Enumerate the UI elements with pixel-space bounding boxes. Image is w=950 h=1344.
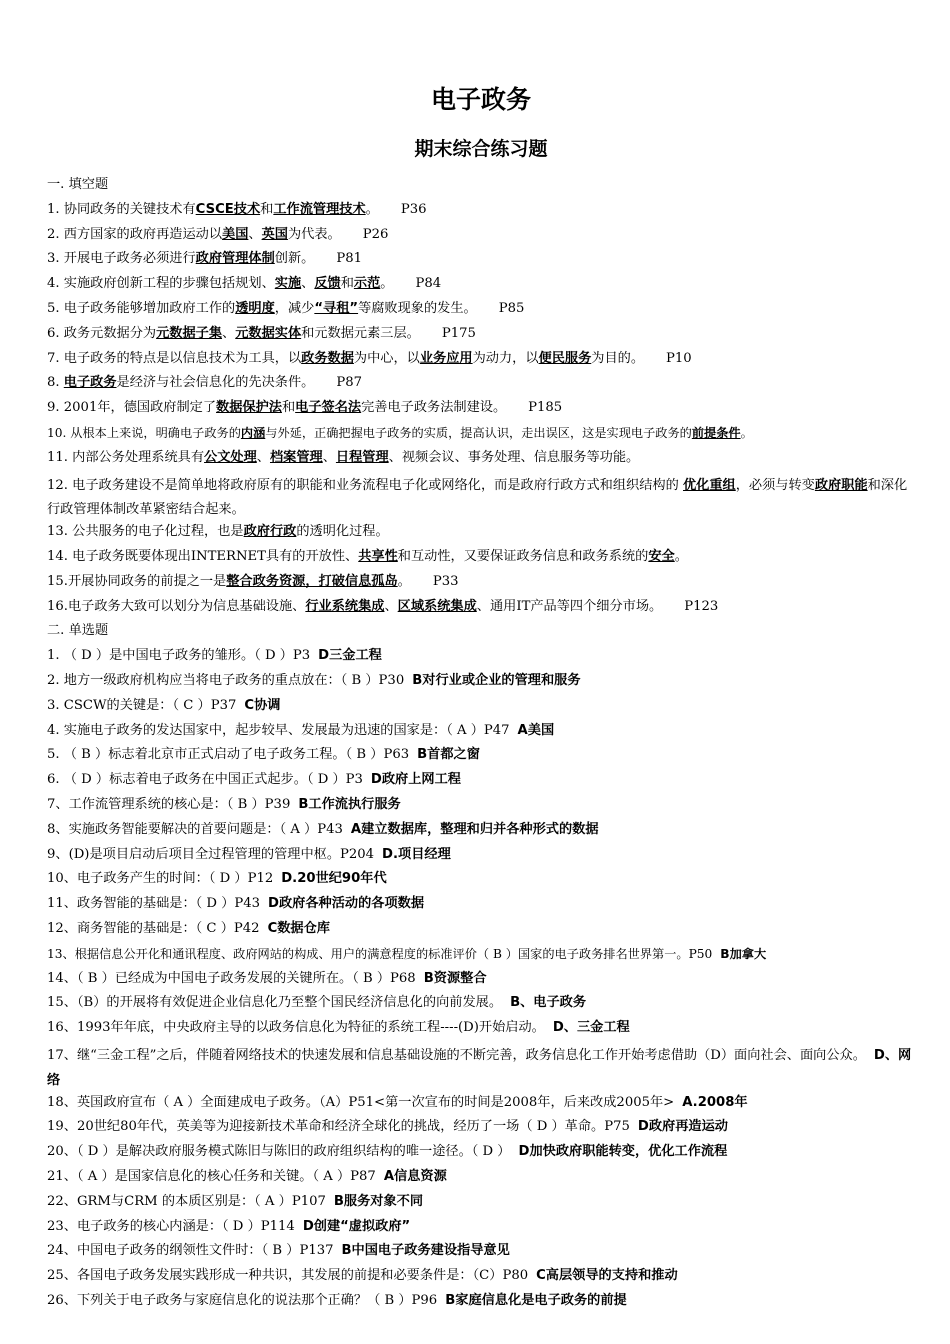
question-text: 和元数据元素三层。 bbox=[301, 325, 420, 341]
choice-question-13 bbox=[47, 945, 766, 963]
fill-answer: 业务应用 bbox=[419, 350, 473, 366]
question-text: 11. 内部公务处理系统具有 bbox=[47, 449, 205, 465]
choice-question-22 bbox=[47, 1193, 423, 1211]
choice-answer: A建立数据库，整理和归并各种形式的数据 bbox=[350, 821, 599, 837]
question-text: 12、商务智能的基础是：（ C ）P42 bbox=[47, 921, 260, 936]
question-text: 、 bbox=[301, 276, 315, 292]
fill-question-9 bbox=[47, 399, 562, 417]
fill-answer: 数据保护法 bbox=[216, 400, 282, 416]
choice-question-12 bbox=[47, 920, 330, 938]
fill-question-14 bbox=[47, 548, 688, 566]
fill-answer: 元数据实体 bbox=[235, 325, 302, 341]
question-text: 和互动性，又要保证政务信息和政务系统的 bbox=[397, 549, 649, 564]
choice-question-19 bbox=[47, 1118, 728, 1136]
fill-answer: 示范 bbox=[353, 276, 381, 292]
question-text: 8. bbox=[47, 375, 64, 391]
choice-question-9 bbox=[47, 846, 451, 864]
fill-question-1 bbox=[47, 201, 426, 219]
choice-answer: B首都之窗 bbox=[417, 747, 480, 763]
question-text: 和 bbox=[260, 201, 274, 217]
question-text: 23、电子政务的核心内涵是：（ D ）P114 bbox=[47, 1218, 295, 1234]
question-text: 、 bbox=[322, 449, 336, 465]
page-reference: P175 bbox=[441, 325, 476, 341]
question-text: 11、政务智能的基础是：（ D ）P43 bbox=[47, 896, 261, 912]
choice-question-14 bbox=[47, 970, 487, 988]
choice-question-24 bbox=[47, 1242, 510, 1260]
choice-question-3 bbox=[47, 697, 280, 715]
question-text: 、视频会议、事务处理、信息服务等功能。 bbox=[388, 449, 640, 465]
fill-question-10 bbox=[47, 424, 753, 442]
question-text: ，必须与转变 bbox=[735, 477, 815, 493]
question-text: 完善电子政务法制建设。 bbox=[361, 400, 507, 416]
page-reference: P185 bbox=[528, 400, 563, 416]
question-text: 和 bbox=[340, 276, 354, 292]
question-text: 20、（ D ）是解决政府服务模式陈旧与陈旧的政府组织结构的唯一途径。（ D ） bbox=[47, 1144, 511, 1160]
question-text: 12. 电子政务建设不是简单地将政府原有的职能和业务流程电子化或网络化，而是政府行政方式和组织结构的 bbox=[47, 477, 683, 493]
question-text: 为中心，以 bbox=[353, 350, 420, 366]
choice-answer: D加快政府职能转变，优化工作流程 bbox=[518, 1144, 728, 1160]
fill-question-13 bbox=[47, 523, 389, 541]
fill-question-3 bbox=[47, 250, 362, 268]
question-text: 21、（ A ）是国家信息化的核心任务和关键。（ A ）P87 bbox=[47, 1169, 376, 1184]
question-text: 22、GRM与CRM 的本质区别是：（ A ）P107 bbox=[47, 1193, 326, 1209]
fill-answer: 反馈 bbox=[314, 276, 341, 292]
choice-answer: D创建“虚拟政府” bbox=[302, 1218, 411, 1234]
question-text: 。 bbox=[397, 573, 411, 589]
choice-answer: D三金工程 bbox=[318, 648, 382, 664]
question-text: 。 bbox=[380, 276, 394, 292]
choice-question-5 bbox=[47, 746, 480, 764]
choice-answer: D、三金工程 bbox=[552, 1020, 630, 1036]
choice-answer: A信息资源 bbox=[383, 1169, 447, 1184]
fill-answer: 政务数据 bbox=[301, 350, 354, 366]
question-text: 3. CSCW的关键是：（ C ）P37 bbox=[47, 697, 237, 713]
choice-answer: D政府再造运动 bbox=[637, 1119, 728, 1135]
choice-question-25 bbox=[47, 1267, 678, 1285]
fill-question-4 bbox=[47, 275, 441, 293]
page-reference: P85 bbox=[498, 301, 525, 316]
fill-answer: 实施 bbox=[274, 276, 302, 292]
page-reference: P26 bbox=[362, 226, 389, 242]
choice-question-4 bbox=[47, 722, 554, 740]
question-text: 、通用IT产品等四个细分市场。 bbox=[476, 598, 663, 614]
question-text: 2. 地方一级政府机构应当将电子政务的重点放在：（ B ）P30 bbox=[47, 673, 405, 688]
question-text: 、 bbox=[248, 226, 262, 242]
question-text: 6. 政务元数据分为 bbox=[47, 325, 157, 341]
question-text: 。 bbox=[740, 426, 753, 440]
fill-question-12 bbox=[47, 474, 917, 524]
question-text: 和 bbox=[281, 400, 296, 416]
question-text: 10、电子政务产生的时间：（ D ）P12 bbox=[47, 871, 274, 887]
question-text: 16.电子政务大致可以划分为信息基础设施、 bbox=[47, 598, 306, 614]
fill-answer: 电子签名法 bbox=[295, 400, 362, 416]
choice-question-6 bbox=[47, 771, 461, 789]
choice-question-23 bbox=[47, 1218, 410, 1236]
question-text: 14、（ B ）已经成为中国电子政务发展的关键所在。（ B ）P68 bbox=[47, 970, 416, 986]
question-text: ，减少 bbox=[274, 301, 315, 316]
question-text: 7. 电子政务的特点是以信息技术为工具，以 bbox=[47, 350, 302, 366]
fill-answer: 区域系统集成 bbox=[397, 598, 477, 614]
fill-question-7 bbox=[47, 350, 692, 368]
question-text: 5. （ B ）标志着北京市正式启动了电子政务工程。（ B ）P63 bbox=[47, 747, 410, 763]
question-text: 与外延，正确把握电子政务的实质，提高认识，走出误区，这是实现电子政务的 bbox=[265, 426, 692, 440]
question-text: 17、继“三金工程”之后，伴随着网络技术的快速发展和信息基础设施的不断完善，政务信息化工作开始考虑借助（D）面向社会、面向公众。 bbox=[47, 1048, 866, 1063]
page-reference: P33 bbox=[432, 573, 459, 589]
choice-question-1 bbox=[47, 647, 382, 665]
fill-answer: 安全 bbox=[648, 549, 675, 564]
question-text: 15、（B）的开展将有效促进企业信息化乃至整个国民经济信息化的向前发展。 bbox=[47, 995, 503, 1011]
fill-answer: 电子政务 bbox=[63, 375, 117, 391]
choice-answer: B家庭信息化是电子政务的前提 bbox=[445, 1293, 627, 1308]
question-text: 15.开展协同政务的前提之一是 bbox=[47, 573, 227, 589]
question-text: 3. 开展电子政务必须进行 bbox=[47, 251, 196, 267]
fill-answer: 内涵 bbox=[240, 426, 266, 440]
choice-answer: B中国电子政务建设指导意见 bbox=[341, 1243, 510, 1259]
fill-question-5 bbox=[47, 300, 524, 318]
fill-answer: 政府职能 bbox=[814, 477, 868, 493]
choice-answer: A.2008年 bbox=[682, 1094, 748, 1110]
page-reference: P10 bbox=[666, 350, 692, 366]
question-text: 、 bbox=[256, 449, 270, 465]
question-text: 和深化行政管理体制改革紧密结合起来。 bbox=[47, 477, 908, 518]
question-text: 5. 电子政务能够增加政府工作的 bbox=[47, 301, 236, 316]
fill-question-8 bbox=[47, 374, 362, 392]
choice-answer: B加拿大 bbox=[720, 946, 767, 961]
question-text: 1. （ D ）是中国电子政务的雏形。（ D ）P3 bbox=[47, 648, 311, 664]
choice-answer: C数据仓库 bbox=[267, 921, 330, 936]
fill-answer: 元数据子集 bbox=[156, 325, 223, 341]
fill-question-16 bbox=[47, 598, 718, 616]
choice-question-11 bbox=[47, 895, 424, 913]
choice-answer: B资源整合 bbox=[423, 970, 487, 986]
choice-answer: D政府各种活动的各项数据 bbox=[268, 896, 425, 912]
question-text: 24、中国电子政务的纲领性文件时：（ B ）P137 bbox=[47, 1243, 334, 1259]
choice-question-15 bbox=[47, 994, 586, 1012]
question-text: 10. 从根本上来说，明确电子政务的 bbox=[47, 426, 241, 440]
question-text: 、 bbox=[384, 598, 398, 614]
fill-question-2 bbox=[47, 226, 388, 244]
fill-answer: 优化重组 bbox=[682, 477, 736, 493]
choice-question-7 bbox=[47, 796, 401, 814]
question-text: 、 bbox=[222, 325, 236, 341]
question-text: 是经济与社会信息化的先决条件。 bbox=[116, 375, 315, 391]
page-reference: P36 bbox=[400, 201, 427, 217]
page-reference: P84 bbox=[415, 276, 442, 292]
question-text: 6. （ D ）标志着电子政务在中国正式起步。（ D ）P3 bbox=[47, 772, 363, 788]
document-subtitle: 期末综合练习题 bbox=[414, 138, 548, 160]
fill-answer: 行业系统集成 bbox=[305, 598, 385, 614]
choice-answer: B、电子政务 bbox=[510, 995, 587, 1011]
fill-answer: 政府管理体制 bbox=[195, 251, 275, 267]
fill-answer: 整合政务资源，打破信息孤岛 bbox=[226, 573, 398, 589]
question-text: 9. 2001年，德国政府制定了 bbox=[47, 400, 217, 416]
section-heading-fill: 一. 填空题 bbox=[47, 177, 109, 192]
choice-answer: D、网络 bbox=[47, 1048, 912, 1088]
question-text: 13. 公共服务的电子化过程，也是 bbox=[47, 524, 244, 540]
question-text: 4. 实施电子政务的发达国家中，起步较早、发展最为迅速的国家是：（ A ）P47 bbox=[47, 722, 510, 738]
fill-answer: 档案管理 bbox=[269, 449, 323, 465]
fill-answer: 透明度 bbox=[235, 301, 275, 316]
question-text: 为动力，以 bbox=[472, 350, 539, 366]
question-text: 16、1993年年底，中央政府主导的以政务信息化为特征的系统工程----(D)开始启动。 bbox=[47, 1020, 545, 1036]
question-text: 7、工作流管理系统的核心是：（ B ）P39 bbox=[47, 797, 291, 812]
question-text: 。 bbox=[674, 549, 688, 564]
choice-answer: D.项目经理 bbox=[382, 846, 451, 862]
fill-answer: 美国 bbox=[222, 226, 249, 242]
section-heading-choice: 二. 单选题 bbox=[47, 623, 109, 639]
fill-answer: 日程管理 bbox=[335, 449, 389, 465]
question-text: 26、下列关于电子政务与家庭信息化的说法那个正确？（ B ）P96 bbox=[47, 1293, 438, 1308]
choice-question-16 bbox=[47, 1019, 630, 1037]
fill-question-15 bbox=[47, 573, 459, 591]
choice-question-21 bbox=[47, 1168, 447, 1186]
question-text: 创新。 bbox=[274, 251, 315, 267]
question-text: 19、20世纪80年代，英美等为迎接新技术革命和经济全球化的挑战，经历了一场（ D ）革命。P75 bbox=[47, 1119, 630, 1135]
fill-answer: CSCE技术 bbox=[195, 201, 261, 217]
question-text: 25、各国电子政务发展实践形成一种共识，其发展的前提和必要条件是：（C）P80 bbox=[47, 1268, 529, 1284]
question-text: 9、(D)是项目启动后项目全过程管理的管理中枢。P204 bbox=[47, 846, 375, 862]
choice-answer: B服务对象不同 bbox=[333, 1193, 424, 1209]
fill-answer: 便民服务 bbox=[538, 350, 592, 366]
choice-question-20 bbox=[47, 1143, 727, 1161]
choice-answer: B工作流执行服务 bbox=[298, 797, 401, 812]
fill-question-6 bbox=[47, 325, 476, 343]
document-title: 电子政务 bbox=[430, 85, 531, 114]
fill-answer: 政府行政 bbox=[243, 524, 297, 540]
page-reference: P87 bbox=[336, 375, 362, 391]
question-text: 18、英国政府宣布（ A ）全面建成电子政务。（A）P51<第一次宣布的时间是2008年，后来改成2005年> bbox=[47, 1094, 675, 1110]
fill-answer: 工作流管理技术 bbox=[273, 201, 366, 217]
choice-question-2 bbox=[47, 672, 581, 690]
choice-answer: D.20世纪90年代 bbox=[281, 871, 387, 887]
question-text: 14. 电子政务既要体现出INTERNET具有的开放性、 bbox=[47, 549, 359, 564]
question-text: 1. 协同政务的关键技术有 bbox=[47, 201, 196, 217]
page-reference: P81 bbox=[336, 251, 362, 267]
page-reference: P123 bbox=[684, 598, 719, 614]
fill-answer: 英国 bbox=[261, 226, 288, 242]
choice-answer: C协调 bbox=[244, 697, 281, 713]
question-text: 等腐败现象的发生。 bbox=[358, 301, 477, 316]
fill-answer: 共享性 bbox=[358, 549, 398, 564]
fill-answer: “寻租” bbox=[314, 301, 359, 316]
question-text: 8、实施政务智能要解决的首要问题是：（ A ）P43 bbox=[47, 821, 343, 837]
choice-question-18 bbox=[47, 1094, 748, 1112]
fill-answer: 公文处理 bbox=[204, 449, 257, 465]
choice-answer: D政府上网工程 bbox=[370, 772, 461, 788]
choice-question-17 bbox=[47, 1044, 917, 1094]
choice-question-26 bbox=[47, 1292, 627, 1310]
question-text: 2. 西方国家的政府再造运动以 bbox=[47, 226, 223, 242]
choice-answer: B对行业或企业的管理和服务 bbox=[412, 673, 581, 688]
question-text: 的透明化过程。 bbox=[296, 524, 389, 540]
choice-answer: C高层领导的支持和推动 bbox=[536, 1268, 678, 1284]
question-text: 4. 实施政府创新工程的步骤包括规划、 bbox=[47, 276, 275, 292]
question-text: 13、根据信息公开化和通讯程度、政府网站的构成、用户的满意程度的标准评价（ B ）国家的电子政务排名世界第一。P50 bbox=[47, 946, 713, 961]
fill-question-11 bbox=[47, 449, 639, 467]
choice-question-8 bbox=[47, 821, 599, 839]
question-text: 。 bbox=[365, 201, 379, 217]
fill-answer: 前提条件 bbox=[691, 426, 741, 440]
question-text: 为目的。 bbox=[591, 350, 645, 366]
choice-answer: A美国 bbox=[517, 722, 555, 738]
question-text: 为代表。 bbox=[287, 226, 341, 242]
choice-question-10 bbox=[47, 870, 387, 888]
